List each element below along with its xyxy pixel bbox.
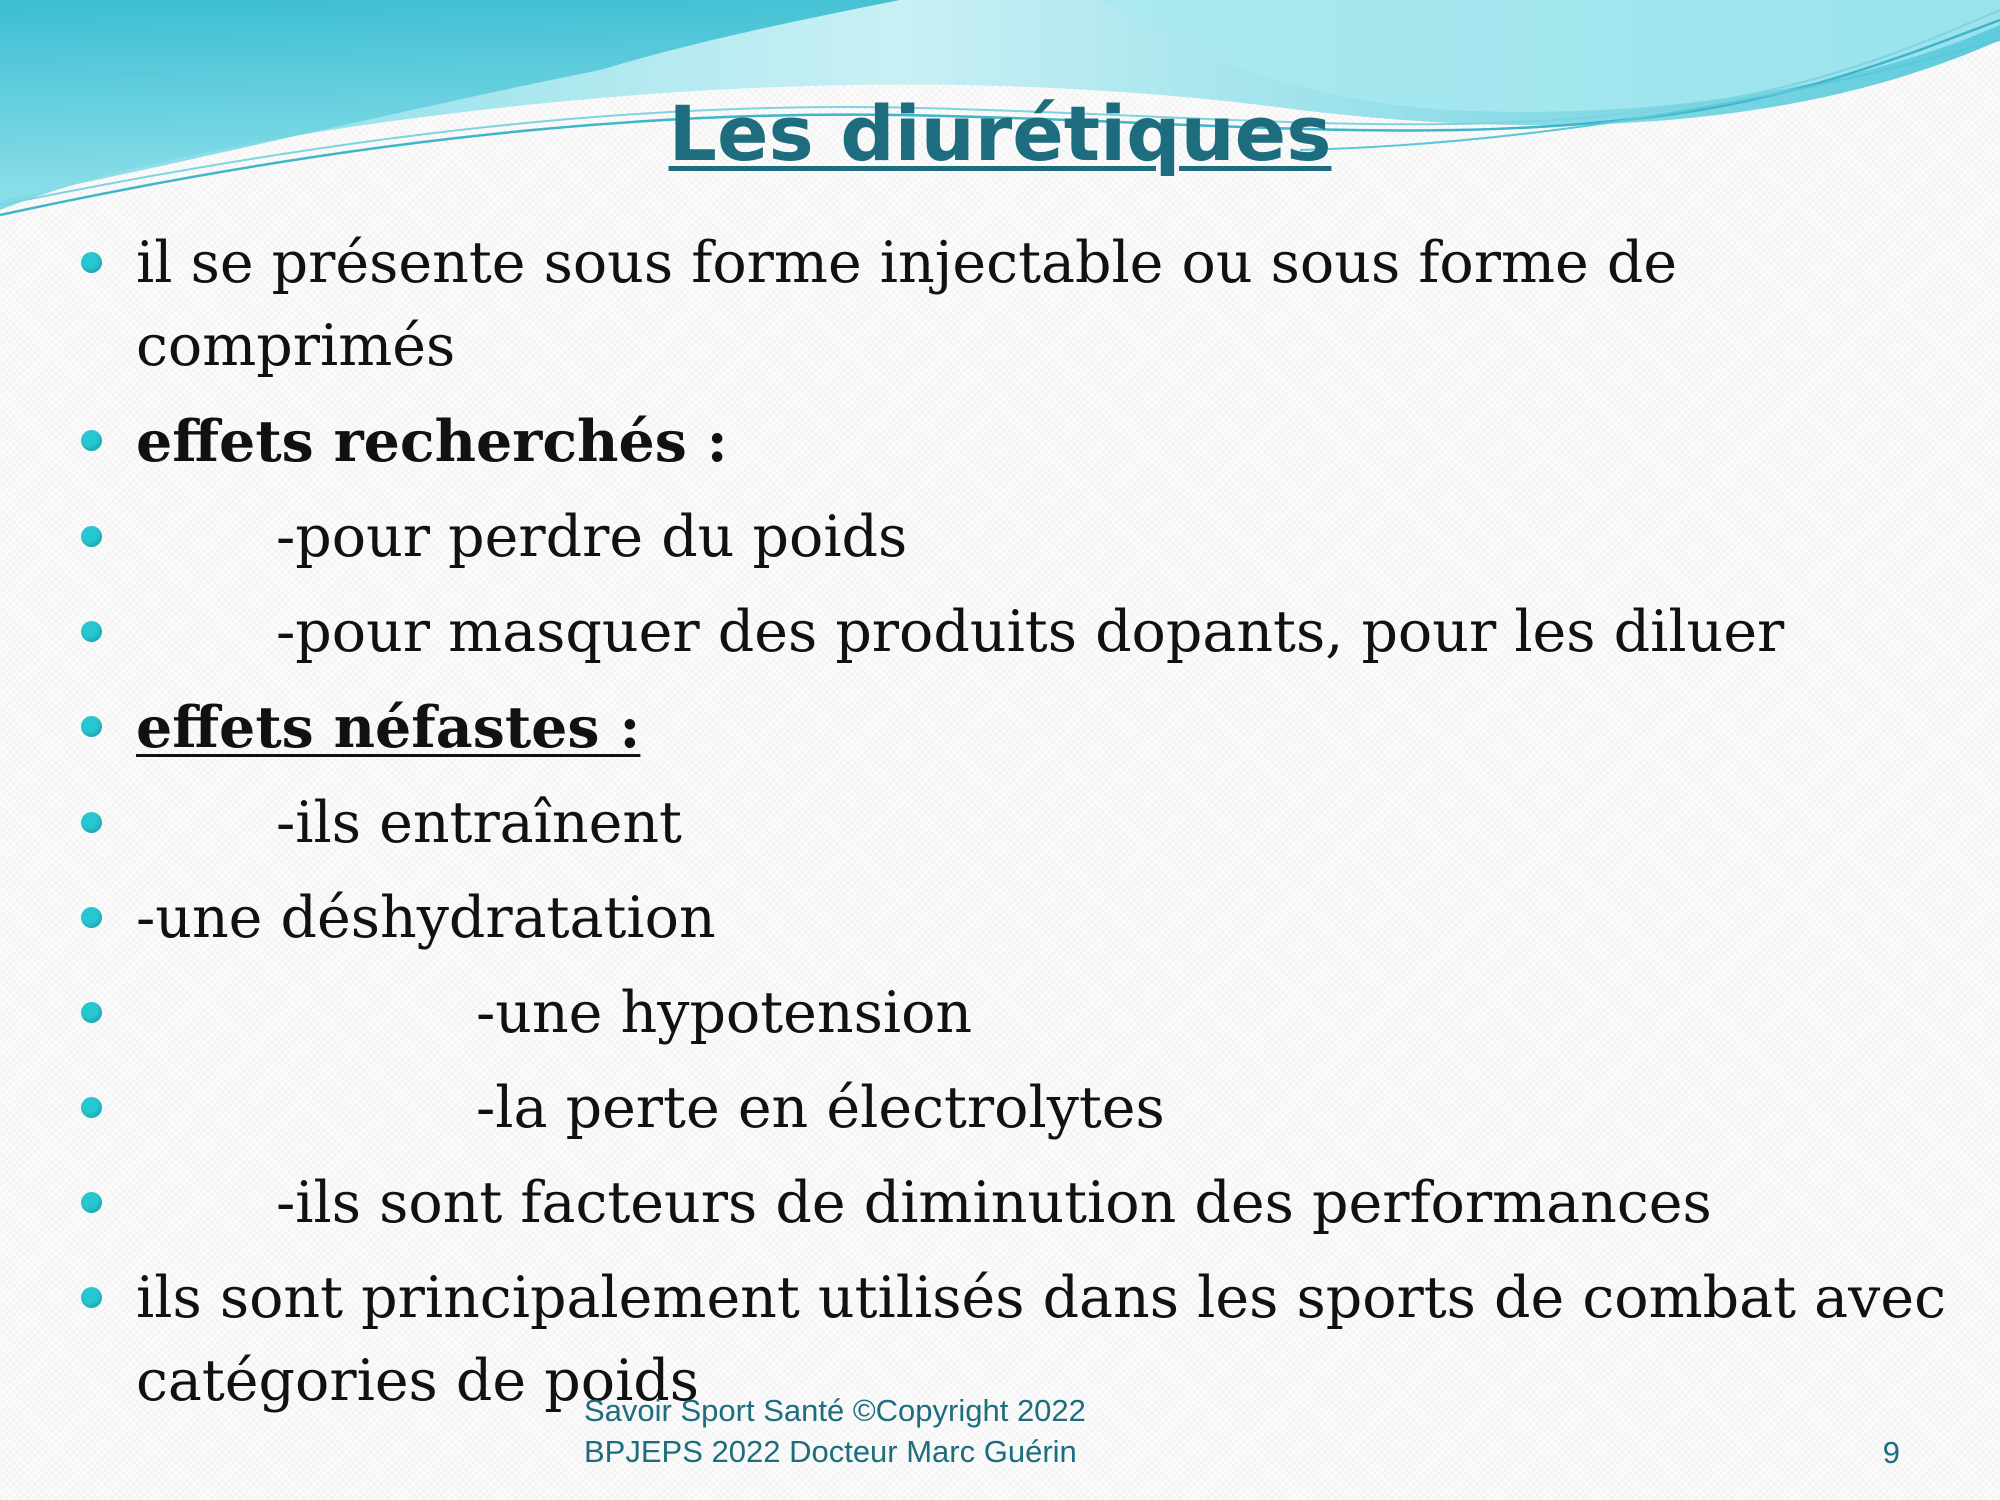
list-item bbox=[0, 972, 1960, 1055]
bullet-icon bbox=[81, 1002, 102, 1023]
bullet-icon bbox=[81, 1192, 102, 1213]
list-item bbox=[0, 496, 1960, 579]
list-item bbox=[0, 782, 1960, 865]
bullet-text: -ils sont facteurs de diminution des performances bbox=[276, 1170, 1712, 1236]
bullet-list bbox=[0, 222, 1960, 1423]
list-item bbox=[0, 1162, 1960, 1245]
footer-author: BPJEPS 2022 Docteur Marc Guérin bbox=[584, 1434, 1077, 1469]
bullet-text: -pour masquer des produits dopants, pour les diluer bbox=[276, 599, 1785, 665]
bullet-text: effets recherchés : bbox=[136, 408, 728, 475]
footer-text bbox=[584, 1390, 1086, 1472]
bullet-text: -une déshydratation bbox=[136, 885, 716, 951]
bullet-text: effets néfastes : bbox=[136, 694, 641, 761]
bullet-icon bbox=[81, 907, 102, 928]
bullet-text: -ils entraînent bbox=[276, 790, 682, 856]
bullet-text: il se présente sous forme injectable ou sous forme de comprimés bbox=[136, 230, 1678, 379]
bullet-icon bbox=[81, 621, 102, 642]
list-item bbox=[0, 686, 1960, 770]
bullet-icon bbox=[81, 430, 102, 451]
bullet-text: ils sont principalement utilisés dans les sports de combat avec catégories de poids bbox=[136, 1265, 1947, 1414]
slide-title-text: Les diurétiques bbox=[668, 89, 1332, 178]
list-item bbox=[0, 1067, 1960, 1150]
list-item bbox=[0, 877, 1960, 960]
footer-copyright: Savoir Sport Santé ©Copyright 2022 bbox=[584, 1393, 1086, 1428]
bullet-icon bbox=[81, 252, 102, 273]
bullet-text: -la perte en électrolytes bbox=[476, 1075, 1165, 1141]
slide-title bbox=[0, 88, 2000, 180]
bullet-icon bbox=[81, 716, 102, 737]
page-number: 9 bbox=[1882, 1435, 1900, 1470]
bullet-icon bbox=[81, 812, 102, 833]
bullet-icon bbox=[81, 1097, 102, 1118]
bullet-text: -pour perdre du poids bbox=[276, 504, 908, 570]
bullet-icon bbox=[81, 1287, 102, 1308]
bullet-icon bbox=[81, 526, 102, 547]
list-item bbox=[0, 591, 1960, 674]
list-item bbox=[0, 400, 1960, 484]
bullet-text: -une hypotension bbox=[476, 980, 973, 1046]
list-item bbox=[0, 222, 1960, 388]
